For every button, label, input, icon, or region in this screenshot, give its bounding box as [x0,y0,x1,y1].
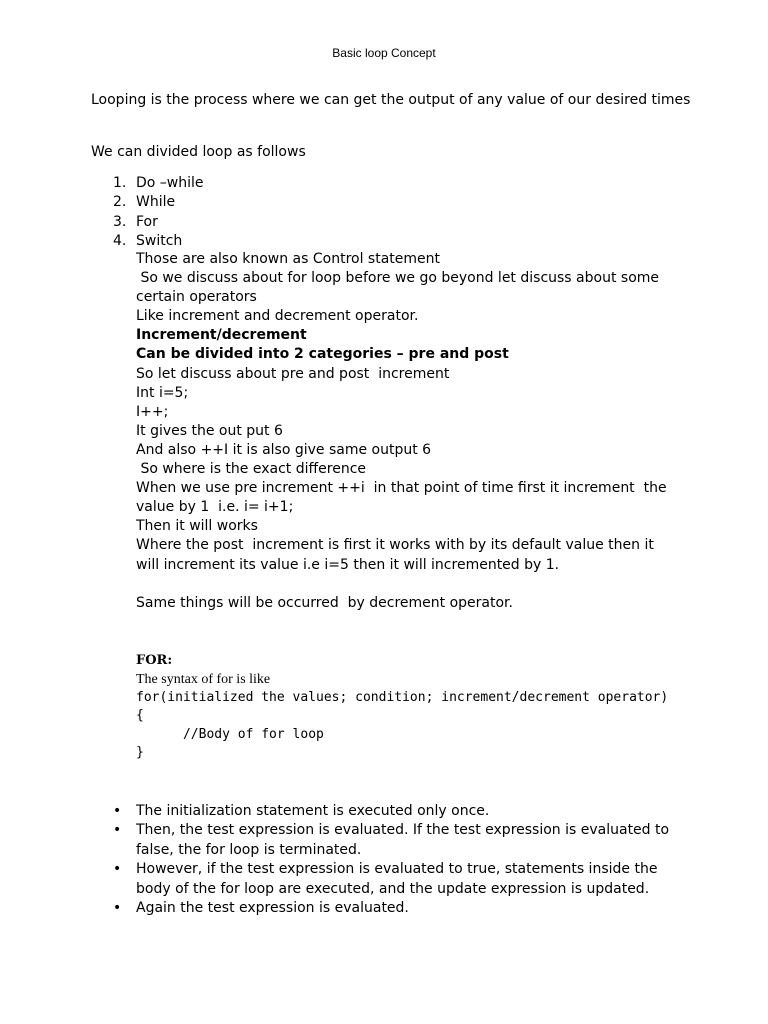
body-line: Same things will be occurred by decrement operator. [136,594,513,611]
list-item [110,232,204,251]
code-line: //Body of for loop [136,726,324,742]
body-line: Int i=5; [136,384,189,401]
blank-line [136,575,681,594]
list-item [110,860,680,899]
list-item [110,899,680,918]
list-item [110,174,204,193]
loop-type-list [110,174,204,251]
list-item-label: Switch [136,232,183,249]
bullet-text: However, if the test expression is evaluated to true, statements inside the body of the for loop are executed, and the update expression is updated. [136,861,658,897]
intro-paragraph-2: We can divided loop as follows [91,144,306,160]
code-line: { [136,708,144,724]
bullet-text: Then, the test expression is evaluated. If the test expression is evaluated to false, the for loop is terminated. [136,822,670,858]
list-number: 4. [113,232,127,249]
body-line: It gives the out put 6 [136,422,283,439]
body-line: I++; [136,403,169,420]
bullet-text: Again the test expression is evaluated. [136,900,409,917]
body-line: So we discuss about for loop before we go beyond let discuss about some certain operators [136,270,664,306]
list-item-label: Do –while [136,175,204,191]
list-item-label: For [136,213,158,230]
body-line: Where the post increment is first it works with by its default value then it will increment its value i.e i=5 then it will incremented by 1. [136,537,659,573]
body-line: When we use pre increment ++i in that point of time first it increment the value by 1 i.e. i= i+1; [136,480,672,516]
body-heading: Increment/decrement [136,327,307,344]
body-line: And also ++I it is also give same output 6 [136,441,432,458]
list-item-label: While [136,194,176,211]
body-line: Like increment and decrement operator. [136,308,419,325]
bullet-text: The initialization statement is executed only once. [136,803,490,819]
bullet-icon: • [113,900,122,917]
body-heading: Can be divided into 2 categories – pre and post [136,346,509,363]
body-line: So where is the exact difference [136,461,367,478]
body-line: Those are also known as Control statement [136,251,440,267]
body-line: So let discuss about pre and post increment [136,365,450,382]
for-section-subtitle: The syntax of for is like [136,672,271,687]
bullet-icon: • [113,803,122,819]
page-header: Basic loop Concept [332,46,436,60]
list-number: 3. [113,213,127,230]
list-item [110,802,680,821]
list-number: 2. [113,194,127,211]
body-line: Then it will works [136,518,258,535]
list-item [110,821,680,860]
operator-explanation [136,250,681,613]
bullet-icon: • [113,822,122,839]
bullet-icon: • [113,861,122,878]
for-syntax-code [136,689,696,762]
code-line: } [136,744,144,760]
for-loop-steps-list [110,802,680,918]
for-section-title: FOR: [136,653,173,668]
list-item [110,213,204,232]
code-line: for(initialized the values; condition; increment/decrement operator) [136,690,669,705]
list-number: 1. [113,175,127,191]
intro-paragraph: Looping is the process where we can get the output of any value of our desired times [91,92,691,108]
list-item [110,193,204,212]
